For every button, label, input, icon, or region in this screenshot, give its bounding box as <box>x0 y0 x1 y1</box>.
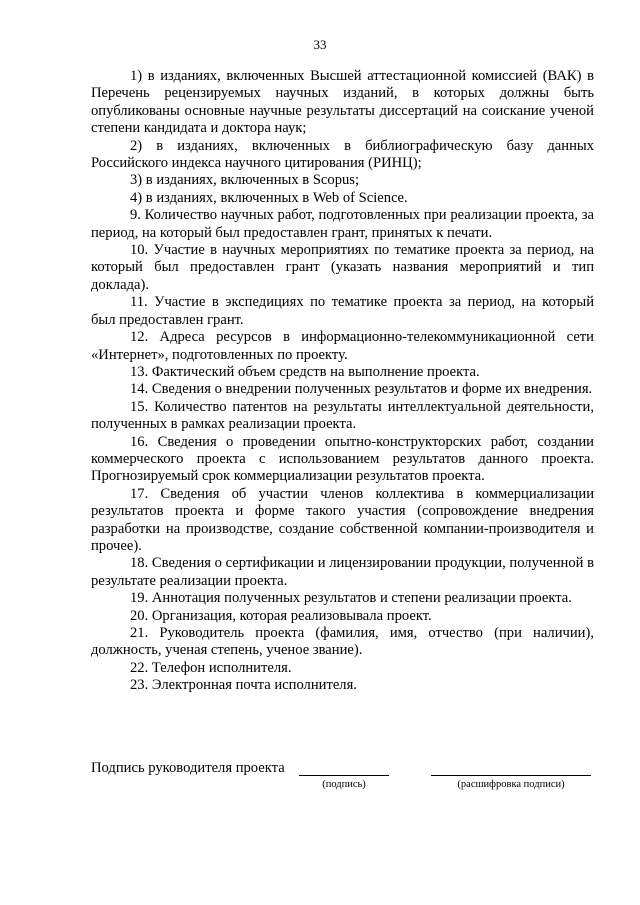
item-22-phone: 22. Телефон исполнителя. <box>130 659 292 676</box>
list-item-vak: 1) в изданиях, включенных Высшей аттестационной комиссией (ВАК) в Перечень рецензируемых научных изданий, в которых должны быть опубликованы основные научные результаты диссертаций на соискание ученой степени кандидата и доктора наук; <box>91 68 594 137</box>
item-14-implementation: 14. Сведения о внедрении полученных результатов и форме их внедрения. <box>130 381 593 398</box>
list-item-web-of-science: 4) в изданиях, включенных в Web of Science. <box>130 189 408 206</box>
item-10-scientific-events: 10. Участие в научных мероприятиях по тематике проекта за период, на который был предоставлен грант (указать названия мероприятий и тип доклада). <box>91 242 594 293</box>
item-16-design-works: 16. Сведения о проведении опытно-конструкторских работ, создании коммерческого проекта с использованием результатов данного проекта. Прогнозируемый срок коммерциализации результатов проекта. <box>91 433 594 485</box>
item-11-expeditions: 11. Участие в экспедициях по тематике проекта за период, на который был предоставлен грант. <box>91 294 594 328</box>
list-item-scopus: 3) в изданиях, включенных в Scopus; <box>130 172 360 189</box>
item-18-certification: 18. Сведения о сертификации и лицензировании продукции, полученной в результате реализации проекта. <box>91 555 594 589</box>
signature-label: Подпись руководителя проекта <box>91 760 285 776</box>
signature-line <box>299 775 389 776</box>
signature-decoding-line <box>431 775 591 776</box>
item-21-project-leader: 21. Руководитель проекта (фамилия, имя, отчество (при наличии), должность, ученая степень, ученое звание). <box>91 625 594 659</box>
item-17-commercialization: 17. Сведения об участии членов коллектива в коммерциализации результатов проекта и форме такого участия (сопровождение внедрения разработки на производстве, создание собственной компании-производителя и прочее). <box>91 485 594 554</box>
signature-caption: (подпись) <box>322 779 366 790</box>
item-12-internet-resources: 12. Адреса ресурсов в информационно-телекоммуникационной сети «Интернет», подготовленных по проекту. <box>91 329 594 363</box>
signature-decoding-caption: (расшифровка подписи) <box>457 779 565 790</box>
item-15-patents: 15. Количество патентов на результаты интеллектуальной деятельности, полученных в рамках реализации проекта. <box>91 398 594 433</box>
item-23-email: 23. Электронная почта исполнителя. <box>130 677 357 694</box>
signature-block <box>91 760 594 800</box>
item-19-annotation: 19. Аннотация полученных результатов и степени реализации проекта. <box>130 590 572 607</box>
item-9-accepted-works: 9. Количество научных работ, подготовленных при реализации проекта, за период, на который был предоставлен грант, принятых к печати. <box>91 207 594 241</box>
item-13-actual-funds: 13. Фактический объем средств на выполнение проекта. <box>130 363 480 380</box>
list-item-rinc: 2) в изданиях, включенных в библиографическую базу данных Российского индекса научного цитирования (РИНЦ); <box>91 137 594 172</box>
page-number: 33 <box>313 37 327 52</box>
document-body <box>91 68 594 695</box>
item-20-organization: 20. Организация, которая реализовывала проект. <box>130 607 432 624</box>
